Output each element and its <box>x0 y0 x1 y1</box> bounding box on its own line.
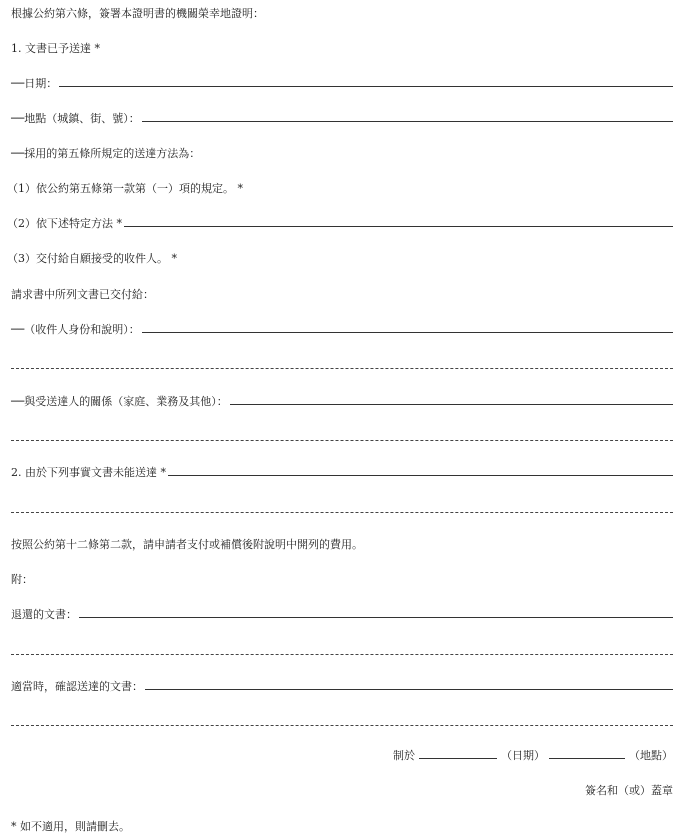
made-at-line <box>11 746 673 762</box>
date-label: ──日期： <box>11 77 58 90</box>
attached-line <box>11 570 673 586</box>
returned-docs-field[interactable] <box>79 617 673 618</box>
method-3-line <box>7 249 673 265</box>
item-2-text: 2. 由於下列事實文書未能送達 * <box>11 466 166 479</box>
reason-field[interactable] <box>168 475 673 476</box>
confirmed-docs-label: 適當時，確認送達的文書： <box>11 680 143 693</box>
confirmed-docs-field[interactable] <box>145 689 673 690</box>
returned-docs-label: 退還的文書： <box>11 608 77 621</box>
footnote-line <box>11 817 673 833</box>
place-paren-label: （地點） <box>629 749 673 762</box>
item-1-text: 1. 文書已予送達 * <box>11 42 100 55</box>
footnote-text: * 如不適用，則請刪去。 <box>11 820 130 833</box>
returned-docs-continuation-field[interactable] <box>11 654 673 655</box>
returned-docs-line <box>11 605 673 621</box>
place-label: ──地點（城鎮、街、號）： <box>11 112 140 125</box>
method-2-line <box>7 214 673 230</box>
date-paren-label: （日期） <box>501 749 545 762</box>
date-line <box>11 74 673 90</box>
relation-field[interactable] <box>230 404 673 405</box>
intro-text: 根據公約第六條，簽署本證明書的機關榮幸地證明： <box>11 7 264 20</box>
method-3-text: （3）交付給自願接受的收件人。 * <box>7 252 177 265</box>
made-at-label: 制於 <box>393 749 415 762</box>
place-line <box>11 109 673 125</box>
method-2-text: （2）依下述特定方法 * <box>7 217 122 230</box>
place-field[interactable] <box>142 121 673 122</box>
intro-line <box>11 4 673 20</box>
fees-text: 按照公約第十二條第二款，請申請者支付或補償後附說明中開列的費用。 <box>11 538 363 551</box>
relation-label: ──與受送達人的關係（家庭、業務及其他）： <box>11 395 228 408</box>
recipient-label: ──（收件人身份和說明）： <box>11 323 140 336</box>
method-intro-line <box>11 144 673 160</box>
place-blank-field[interactable] <box>549 758 625 759</box>
item-2-line <box>11 463 673 479</box>
relation-line <box>11 392 673 408</box>
fees-line <box>11 535 673 551</box>
signature-line <box>11 781 673 797</box>
recipient-line <box>11 320 673 336</box>
date-blank-field[interactable] <box>419 758 497 759</box>
signature-label: 簽名和（或）蓋章 <box>585 784 673 797</box>
confirmed-docs-line <box>11 677 673 693</box>
method-2-field[interactable] <box>124 226 673 227</box>
method-1-line <box>7 179 673 195</box>
item-1-line <box>11 39 673 55</box>
recipient-field[interactable] <box>142 332 673 333</box>
delivered-to-line <box>11 285 673 301</box>
date-field[interactable] <box>59 86 673 87</box>
reason-continuation-field[interactable] <box>11 512 673 513</box>
attached-label: 附： <box>11 573 33 586</box>
method-1-text: （1）依公約第五條第一款第（一）項的規定。 * <box>7 182 243 195</box>
delivered-to-text: 請求書中所列文書已交付給： <box>11 288 154 301</box>
recipient-continuation-field[interactable] <box>11 368 673 369</box>
relation-continuation-field[interactable] <box>11 440 673 441</box>
method-intro-text: ──採用的第五條所規定的送達方法為： <box>11 147 201 160</box>
confirmed-docs-continuation-field[interactable] <box>11 725 673 726</box>
